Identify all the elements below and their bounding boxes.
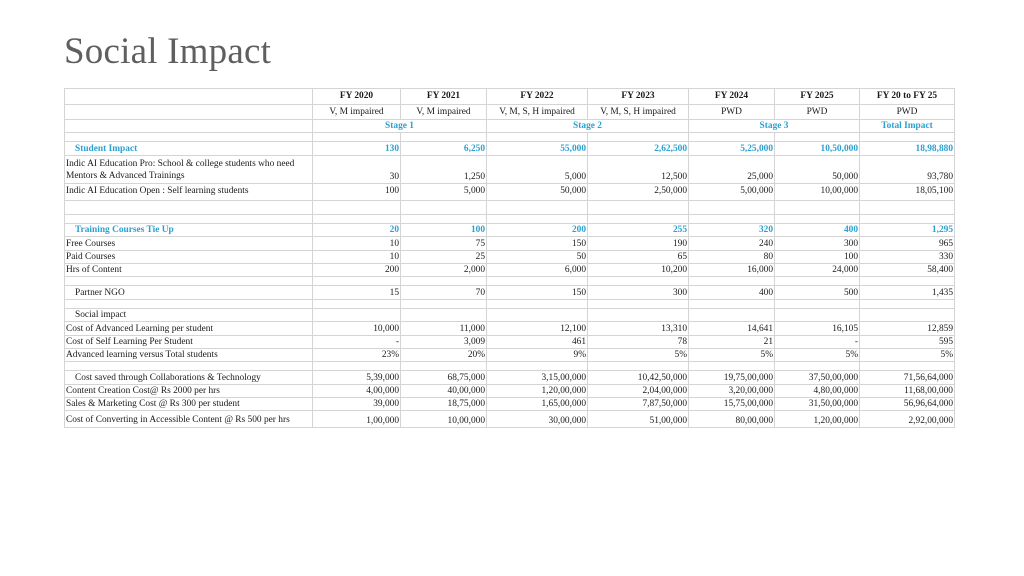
value-cell: 5%: [588, 348, 689, 361]
row-label: Sales & Marketing Cost @ Rs 300 per student: [65, 398, 313, 411]
value-cell: 23%: [313, 348, 401, 361]
value-cell: 320: [689, 223, 775, 236]
stage-1-label: Stage 1: [313, 120, 487, 133]
value-cell: 21: [689, 335, 775, 348]
training-courses-row: [65, 223, 955, 236]
value-cell: 2,92,00,000: [860, 411, 955, 427]
value-cell: 58,400: [860, 263, 955, 276]
year-header: FY 2020: [313, 89, 401, 105]
value-cell: 12,100: [487, 322, 588, 335]
value-cell: 11,000: [401, 322, 487, 335]
impairment-cell: V, M impaired: [313, 105, 401, 120]
value-cell: 100: [401, 223, 487, 236]
table-row: [65, 183, 955, 200]
header-blank: [65, 120, 313, 133]
partner-ngo-row: [65, 286, 955, 299]
row-label: Paid Courses: [65, 250, 313, 263]
value-cell: 500: [775, 286, 860, 299]
value-cell: 4,80,00,000: [775, 384, 860, 397]
impairment-cell: PWD: [860, 105, 955, 120]
value-cell: 461: [487, 335, 588, 348]
value-cell: 40,00,000: [401, 384, 487, 397]
value-cell: 15,75,00,000: [689, 398, 775, 411]
row-label: Student Impact: [65, 142, 313, 155]
value-cell: 50,000: [487, 183, 588, 200]
stage-2-label: Stage 2: [487, 120, 689, 133]
value-cell: 65: [588, 250, 689, 263]
row-label: Hrs of Content: [65, 263, 313, 276]
value-cell: 51,00,000: [588, 411, 689, 427]
value-cell: 71,56,64,000: [860, 371, 955, 384]
total-impact-label: Total Impact: [860, 120, 955, 133]
value-cell: 2,62,500: [588, 142, 689, 155]
value-cell: 16,105: [775, 322, 860, 335]
value-cell: 240: [689, 237, 775, 250]
value-cell: 50,000: [775, 155, 860, 183]
value-cell: 1,20,00,000: [775, 411, 860, 427]
value-cell: 30,00,000: [487, 411, 588, 427]
value-cell: 55,000: [487, 142, 588, 155]
header-blank: [65, 105, 313, 120]
value-cell: 1,20,00,000: [487, 384, 588, 397]
value-cell: 150: [487, 286, 588, 299]
value-cell: 13,310: [588, 322, 689, 335]
table-row: [65, 237, 955, 250]
row-label: Cost of Converting in Accessible Content @ Rs 500 per hrs: [65, 411, 313, 427]
value-cell: 6,250: [401, 142, 487, 155]
value-cell: 31,50,00,000: [775, 398, 860, 411]
year-header: FY 2023: [588, 89, 689, 105]
value-cell: 19,75,00,000: [689, 371, 775, 384]
value-cell: 3,20,00,000: [689, 384, 775, 397]
value-cell: 18,98,880: [860, 142, 955, 155]
value-cell: 9%: [487, 348, 588, 361]
value-cell: 200: [313, 263, 401, 276]
spacer-row: [65, 299, 955, 308]
spacer-row: [65, 362, 955, 371]
value-cell: 12,500: [588, 155, 689, 183]
value-cell: 50: [487, 250, 588, 263]
value-cell: 75: [401, 237, 487, 250]
value-cell: 93,780: [860, 155, 955, 183]
value-cell: 24,000: [775, 263, 860, 276]
value-cell: 10: [313, 250, 401, 263]
value-cell: 10: [313, 237, 401, 250]
cost-saved-row: [65, 371, 955, 384]
year-header: FY 2025: [775, 89, 860, 105]
impairment-cell: PWD: [689, 105, 775, 120]
row-label: Free Courses: [65, 237, 313, 250]
value-cell: 12,859: [860, 322, 955, 335]
value-cell: 39,000: [313, 398, 401, 411]
value-cell: 10,000: [313, 322, 401, 335]
value-cell: 5,000: [401, 183, 487, 200]
value-cell: 14,641: [689, 322, 775, 335]
impairment-cell: V, M impaired: [401, 105, 487, 120]
value-cell: 80: [689, 250, 775, 263]
table-row: [65, 384, 955, 397]
value-cell: 300: [588, 286, 689, 299]
value-cell: 5%: [775, 348, 860, 361]
table-row: [65, 398, 955, 411]
stage-row: [65, 120, 955, 133]
value-cell: 30: [313, 155, 401, 183]
value-cell: 1,65,00,000: [487, 398, 588, 411]
value-cell: 16,000: [689, 263, 775, 276]
value-cell: 3,009: [401, 335, 487, 348]
value-cell: 7,87,50,000: [588, 398, 689, 411]
page-title: Social Impact: [64, 31, 272, 72]
value-cell: 10,42,50,000: [588, 371, 689, 384]
value-cell: 595: [860, 335, 955, 348]
table-row: [65, 250, 955, 263]
value-cell: 190: [588, 237, 689, 250]
value-cell: 100: [313, 183, 401, 200]
value-cell: -: [313, 335, 401, 348]
value-cell: 2,50,000: [588, 183, 689, 200]
year-header: FY 2022: [487, 89, 588, 105]
value-cell: 15: [313, 286, 401, 299]
table-row: [65, 263, 955, 276]
value-cell: 1,435: [860, 286, 955, 299]
value-cell: 1,250: [401, 155, 487, 183]
row-label: Advanced learning versus Total students: [65, 348, 313, 361]
value-cell: 300: [775, 237, 860, 250]
impairment-row: [65, 105, 955, 120]
value-cell: 1,00,000: [313, 411, 401, 427]
value-cell: 10,00,000: [401, 411, 487, 427]
impact-table: [64, 88, 955, 428]
value-cell: 3,15,00,000: [487, 371, 588, 384]
value-cell: 255: [588, 223, 689, 236]
value-cell: 5%: [860, 348, 955, 361]
value-cell: 70: [401, 286, 487, 299]
row-label: Social impact: [65, 308, 313, 321]
value-cell: 5,000: [487, 155, 588, 183]
year-header: FY 20 to FY 25: [860, 89, 955, 105]
header-blank: [65, 89, 313, 105]
value-cell: 965: [860, 237, 955, 250]
table-row: [65, 155, 955, 183]
table-row: [65, 335, 955, 348]
table-row: [65, 322, 955, 335]
value-cell: 37,50,00,000: [775, 371, 860, 384]
value-cell: -: [775, 335, 860, 348]
value-cell: 6,000: [487, 263, 588, 276]
table-row: [65, 348, 955, 361]
year-header: FY 2024: [689, 89, 775, 105]
value-cell: 10,200: [588, 263, 689, 276]
spacer-row: [65, 200, 955, 214]
value-cell: 25,000: [689, 155, 775, 183]
value-cell: 10,00,000: [775, 183, 860, 200]
stage-3-label: Stage 3: [689, 120, 860, 133]
value-cell: 11,68,00,000: [860, 384, 955, 397]
table-row: [65, 411, 955, 427]
value-cell: 5,39,000: [313, 371, 401, 384]
value-cell: 80,00,000: [689, 411, 775, 427]
row-label: Content Creation Cost@ Rs 2000 per hrs: [65, 384, 313, 397]
value-cell: 400: [775, 223, 860, 236]
value-cell: 330: [860, 250, 955, 263]
value-cell: 5%: [689, 348, 775, 361]
impairment-cell: V, M, S, H impaired: [588, 105, 689, 120]
value-cell: 25: [401, 250, 487, 263]
row-label: Training Courses Tie Up: [65, 223, 313, 236]
value-cell: 20%: [401, 348, 487, 361]
value-cell: 2,04,00,000: [588, 384, 689, 397]
value-cell: 2,000: [401, 263, 487, 276]
impairment-cell: PWD: [775, 105, 860, 120]
year-header: FY 2021: [401, 89, 487, 105]
value-cell: 18,05,100: [860, 183, 955, 200]
value-cell: 20: [313, 223, 401, 236]
row-label: Partner NGO: [65, 286, 313, 299]
impairment-cell: V, M, S, H impaired: [487, 105, 588, 120]
social-impact-row: [65, 308, 955, 321]
row-label: Cost of Advanced Learning per student: [65, 322, 313, 335]
value-cell: 68,75,000: [401, 371, 487, 384]
value-cell: 5,00,000: [689, 183, 775, 200]
value-cell: 200: [487, 223, 588, 236]
spacer-row: [65, 214, 955, 223]
value-cell: 10,50,000: [775, 142, 860, 155]
year-header-row: [65, 89, 955, 105]
value-cell: 56,96,64,000: [860, 398, 955, 411]
value-cell: 400: [689, 286, 775, 299]
value-cell: 1,295: [860, 223, 955, 236]
row-label: Cost saved through Collaborations & Technology: [65, 371, 313, 384]
value-cell: 100: [775, 250, 860, 263]
value-cell: 5,25,000: [689, 142, 775, 155]
row-label: Indic AI Education Pro: School & college students who need Mentors & Advanced Trainings: [65, 155, 313, 183]
spacer-row: [65, 277, 955, 286]
value-cell: 4,00,000: [313, 384, 401, 397]
spacer-row: [65, 133, 955, 142]
value-cell: 150: [487, 237, 588, 250]
value-cell: 78: [588, 335, 689, 348]
value-cell: 130: [313, 142, 401, 155]
row-label: Cost of Self Learning Per Student: [65, 335, 313, 348]
row-label: Indic AI Education Open : Self learning students: [65, 183, 313, 200]
value-cell: 18,75,000: [401, 398, 487, 411]
student-impact-row: [65, 142, 955, 155]
